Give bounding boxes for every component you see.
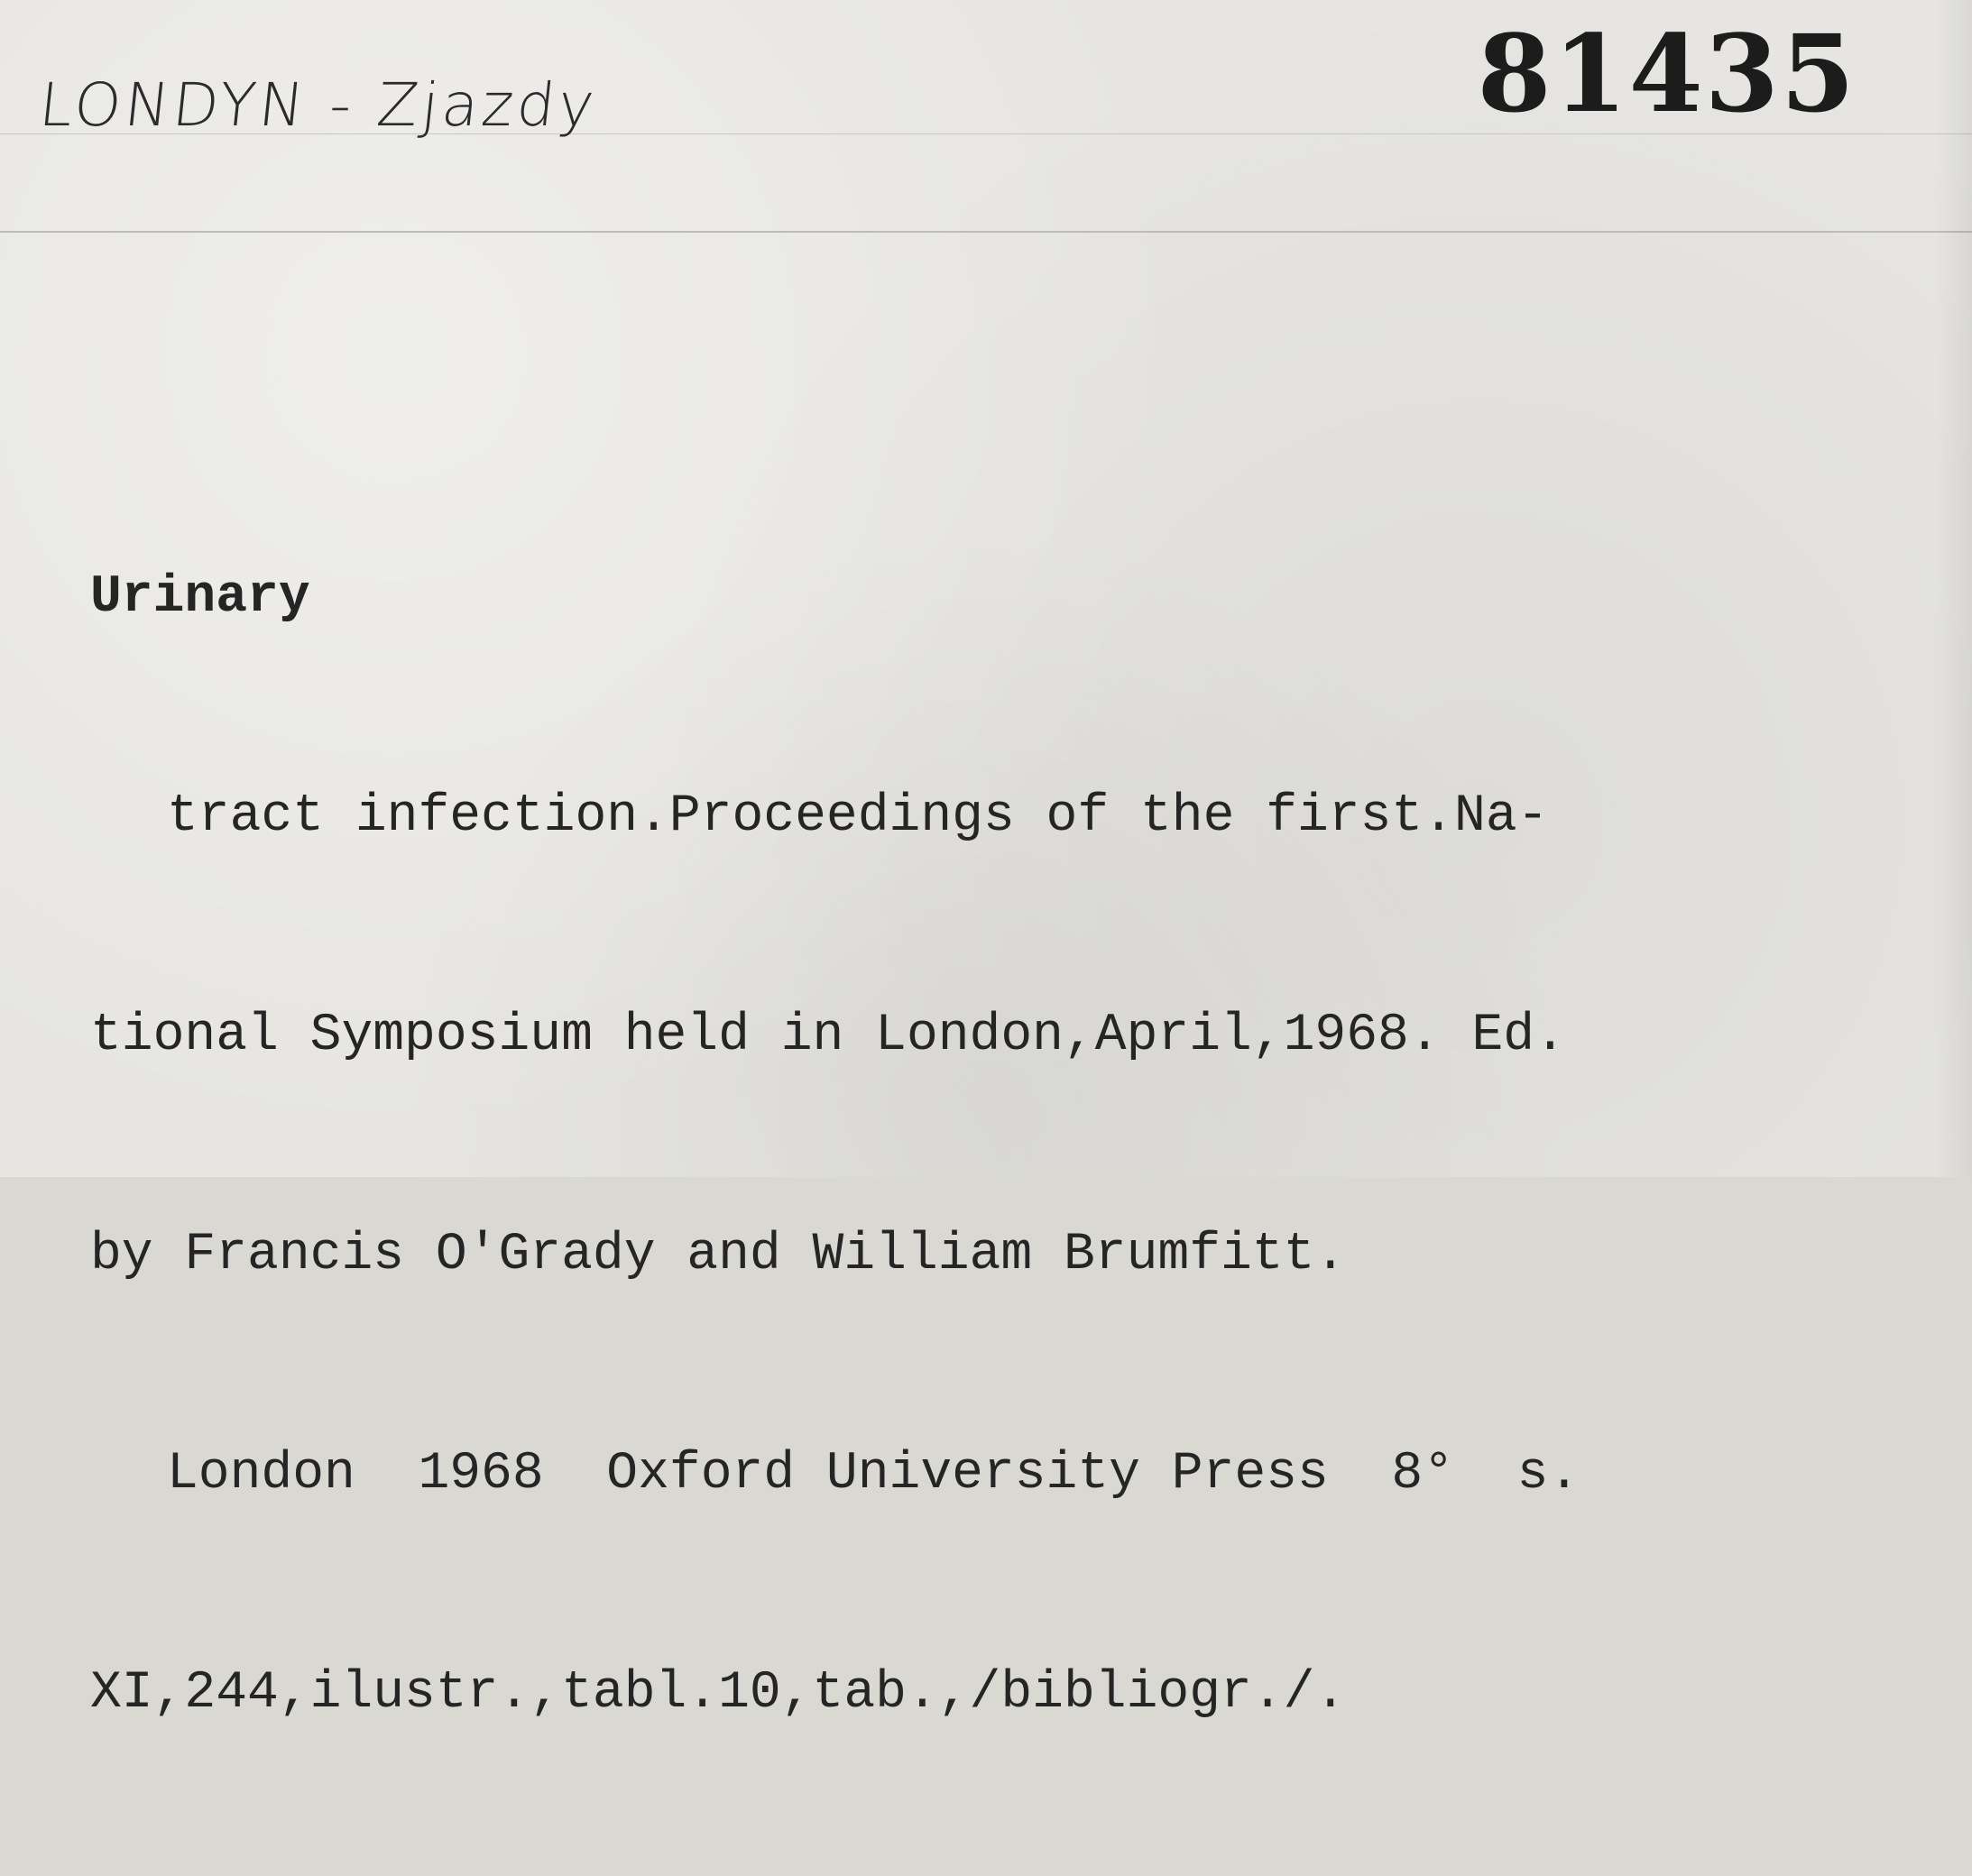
catalog-number: 81435: [1477, 11, 1857, 136]
card-rule-lower: [0, 231, 1972, 233]
card-heading: LONDYN - Zjazdy: [35, 70, 602, 140]
entry-line: XI,244,ilustr.,tabl.10,tab.,/bibliogr./.: [90, 1664, 1347, 1723]
entry-line: Urinary: [90, 568, 310, 627]
entry-line: London 1968 Oxford University Press 8° s.: [167, 1445, 1580, 1504]
entry-line: by Francis O'Grady and William Brumfitt.: [90, 1226, 1347, 1284]
bibliographic-entry: [90, 415, 1876, 1876]
card-edge-shadow: [1936, 0, 1972, 1177]
entry-line: tract infection.Proceedings of the first.Na-: [167, 787, 1549, 846]
entry-line: tional Symposium held in London,April,1968. Ed.: [90, 1007, 1566, 1065]
